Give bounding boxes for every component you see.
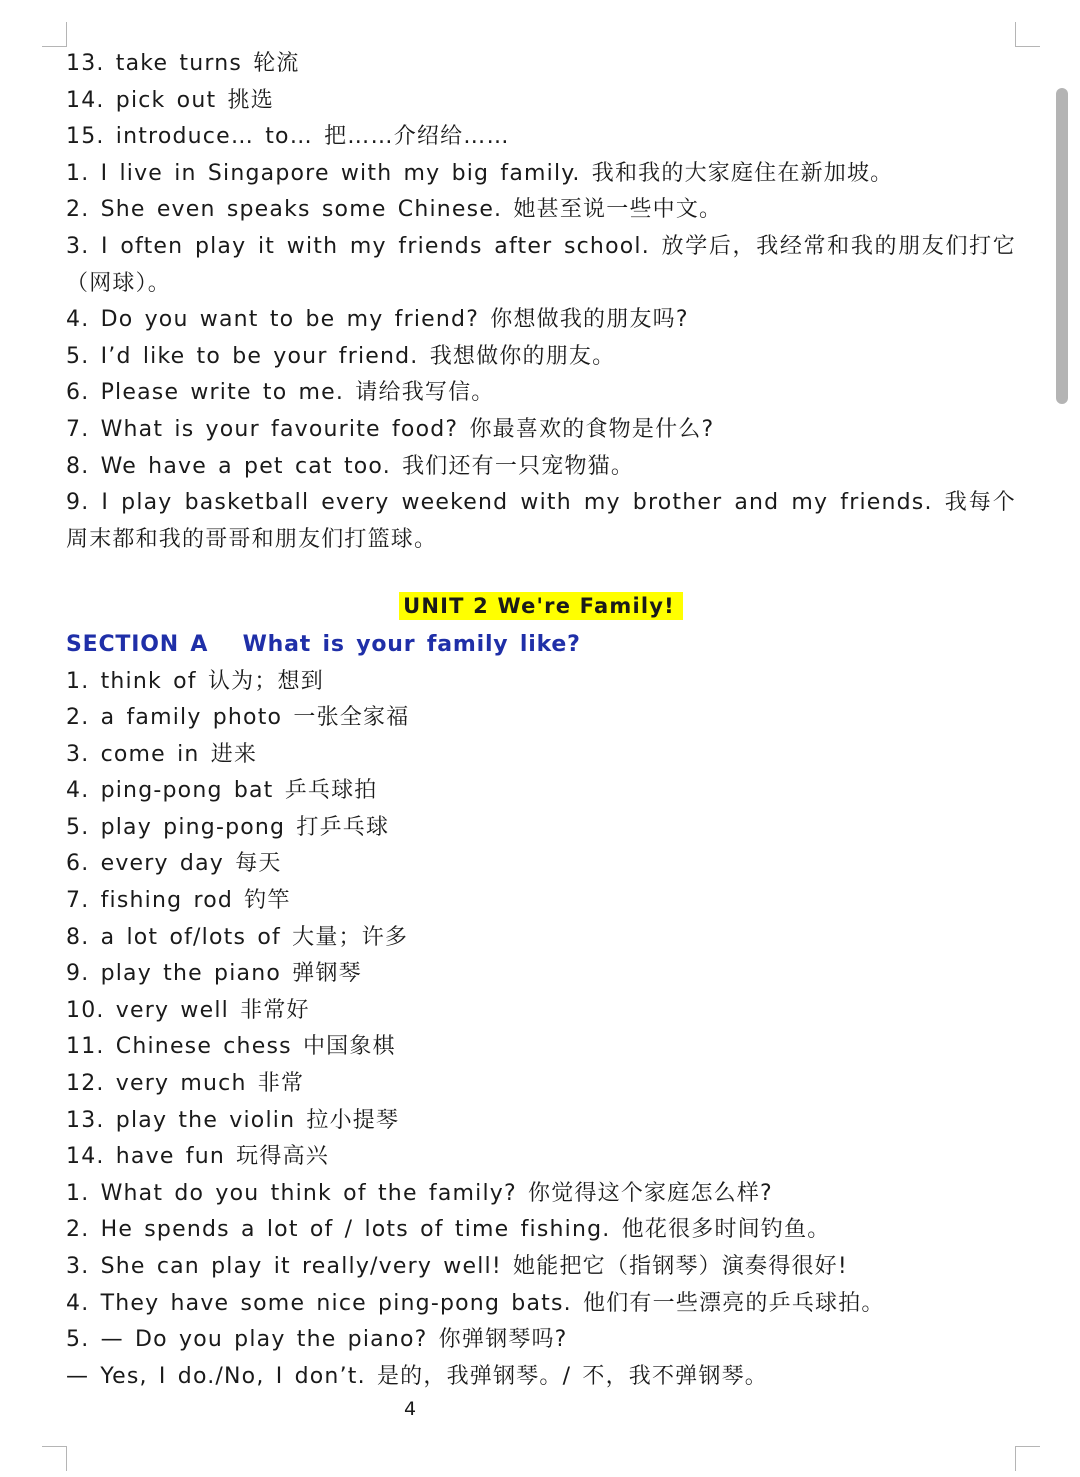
phrase-item: 8. a lot of/lots of 大量；许多 bbox=[66, 924, 409, 950]
unit-heading bbox=[66, 590, 1016, 627]
phrase-item: 6. every day 每天 bbox=[66, 851, 282, 877]
sentence-item: 3. I often play it with my friends after school. 放学后，我经常和我的朋友们打它（网球）。 bbox=[66, 233, 1016, 296]
sentence-item: 8. We have a pet cat too. 我们还有一只宠物猫。 bbox=[66, 453, 635, 479]
page-number: 4 bbox=[404, 1398, 417, 1420]
phrase-item: 3. come in 进来 bbox=[66, 741, 258, 767]
phrase-item: 10. very well 非常好 bbox=[66, 997, 310, 1023]
crop-mark-bottom-right bbox=[1015, 1446, 1040, 1471]
phrase-item: 2. a family photo 一张全家福 bbox=[66, 705, 410, 731]
document-page bbox=[66, 46, 1016, 1395]
sentence-item: 2. She even speaks some Chinese. 她甚至说一些中文。 bbox=[66, 197, 723, 223]
vertical-scrollbar[interactable] bbox=[1056, 88, 1068, 404]
phrase-item: 1. think of 认为；想到 bbox=[66, 668, 324, 694]
sentence-item: 3. She can play it really/very well! 她能把它（指钢琴）演奏得很好! bbox=[66, 1254, 848, 1279]
vocab-item: 14. pick out 挑选 bbox=[66, 87, 274, 113]
vocab-item: 15. introduce… to… 把……介绍给…… bbox=[66, 124, 510, 150]
sentence-item: 9. I play basketball every weekend with my brother and my friends. 我每个周末都和我的哥哥和朋友们打篮球。 bbox=[66, 490, 1016, 552]
sentence-item: 6. Please write to me. 请给我写信。 bbox=[66, 380, 495, 406]
sentence-item: 4. They have some nice ping-pong bats. 他们有一些漂亮的乒乓球拍。 bbox=[66, 1290, 885, 1316]
section-gap bbox=[66, 558, 1016, 590]
sentence-item: 1. What do you think of the family? 你觉得这个家庭怎么样? bbox=[66, 1180, 773, 1206]
phrase-item: 9. play the piano 弹钢琴 bbox=[66, 961, 362, 987]
crop-mark-top-left bbox=[42, 22, 67, 47]
phrase-item: 7. fishing rod 钓竿 bbox=[66, 888, 291, 914]
phrase-item: 4. ping-pong bat 乒乓球拍 bbox=[66, 778, 378, 804]
sentence-item: 5. I’d like to be your friend. 我想做你的朋友。 bbox=[66, 343, 616, 369]
dialogue-answer: — Yes, I do./No, I don’t. 是的，我弹钢琴。/ 不，我不弹钢琴。 bbox=[66, 1363, 768, 1389]
section-heading: SECTION A What is your family like? bbox=[66, 631, 581, 657]
phrase-item: 5. play ping-pong 打乒乓球 bbox=[66, 814, 390, 840]
phrase-item: 11. Chinese chess 中国象棋 bbox=[66, 1034, 396, 1060]
crop-mark-top-right bbox=[1015, 22, 1040, 47]
phrase-item: 14. have fun 玩得高兴 bbox=[66, 1144, 329, 1170]
sentence-item: 1. I live in Singapore with my big family. 我和我的大家庭住在新加坡。 bbox=[66, 160, 894, 186]
sentence-item: 4. Do you want to be my friend? 你想做我的朋友吗? bbox=[66, 307, 689, 333]
phrase-item: 13. play the violin 拉小提琴 bbox=[66, 1107, 400, 1133]
sentence-item: 2. He spends a lot of / lots of time fishing. 他花很多时间钓鱼。 bbox=[66, 1217, 831, 1243]
phrase-item: 12. very much 非常 bbox=[66, 1071, 305, 1097]
crop-mark-bottom-left bbox=[42, 1446, 67, 1471]
vocab-item: 13. take turns 轮流 bbox=[66, 51, 300, 76]
unit-title: UNIT 2 We're Family! bbox=[399, 592, 683, 620]
sentence-item: 7. What is your favourite food? 你最喜欢的食物是什么? bbox=[66, 416, 715, 442]
dialogue-question: 5. — Do you play the piano? 你弹钢琴吗? bbox=[66, 1327, 568, 1353]
